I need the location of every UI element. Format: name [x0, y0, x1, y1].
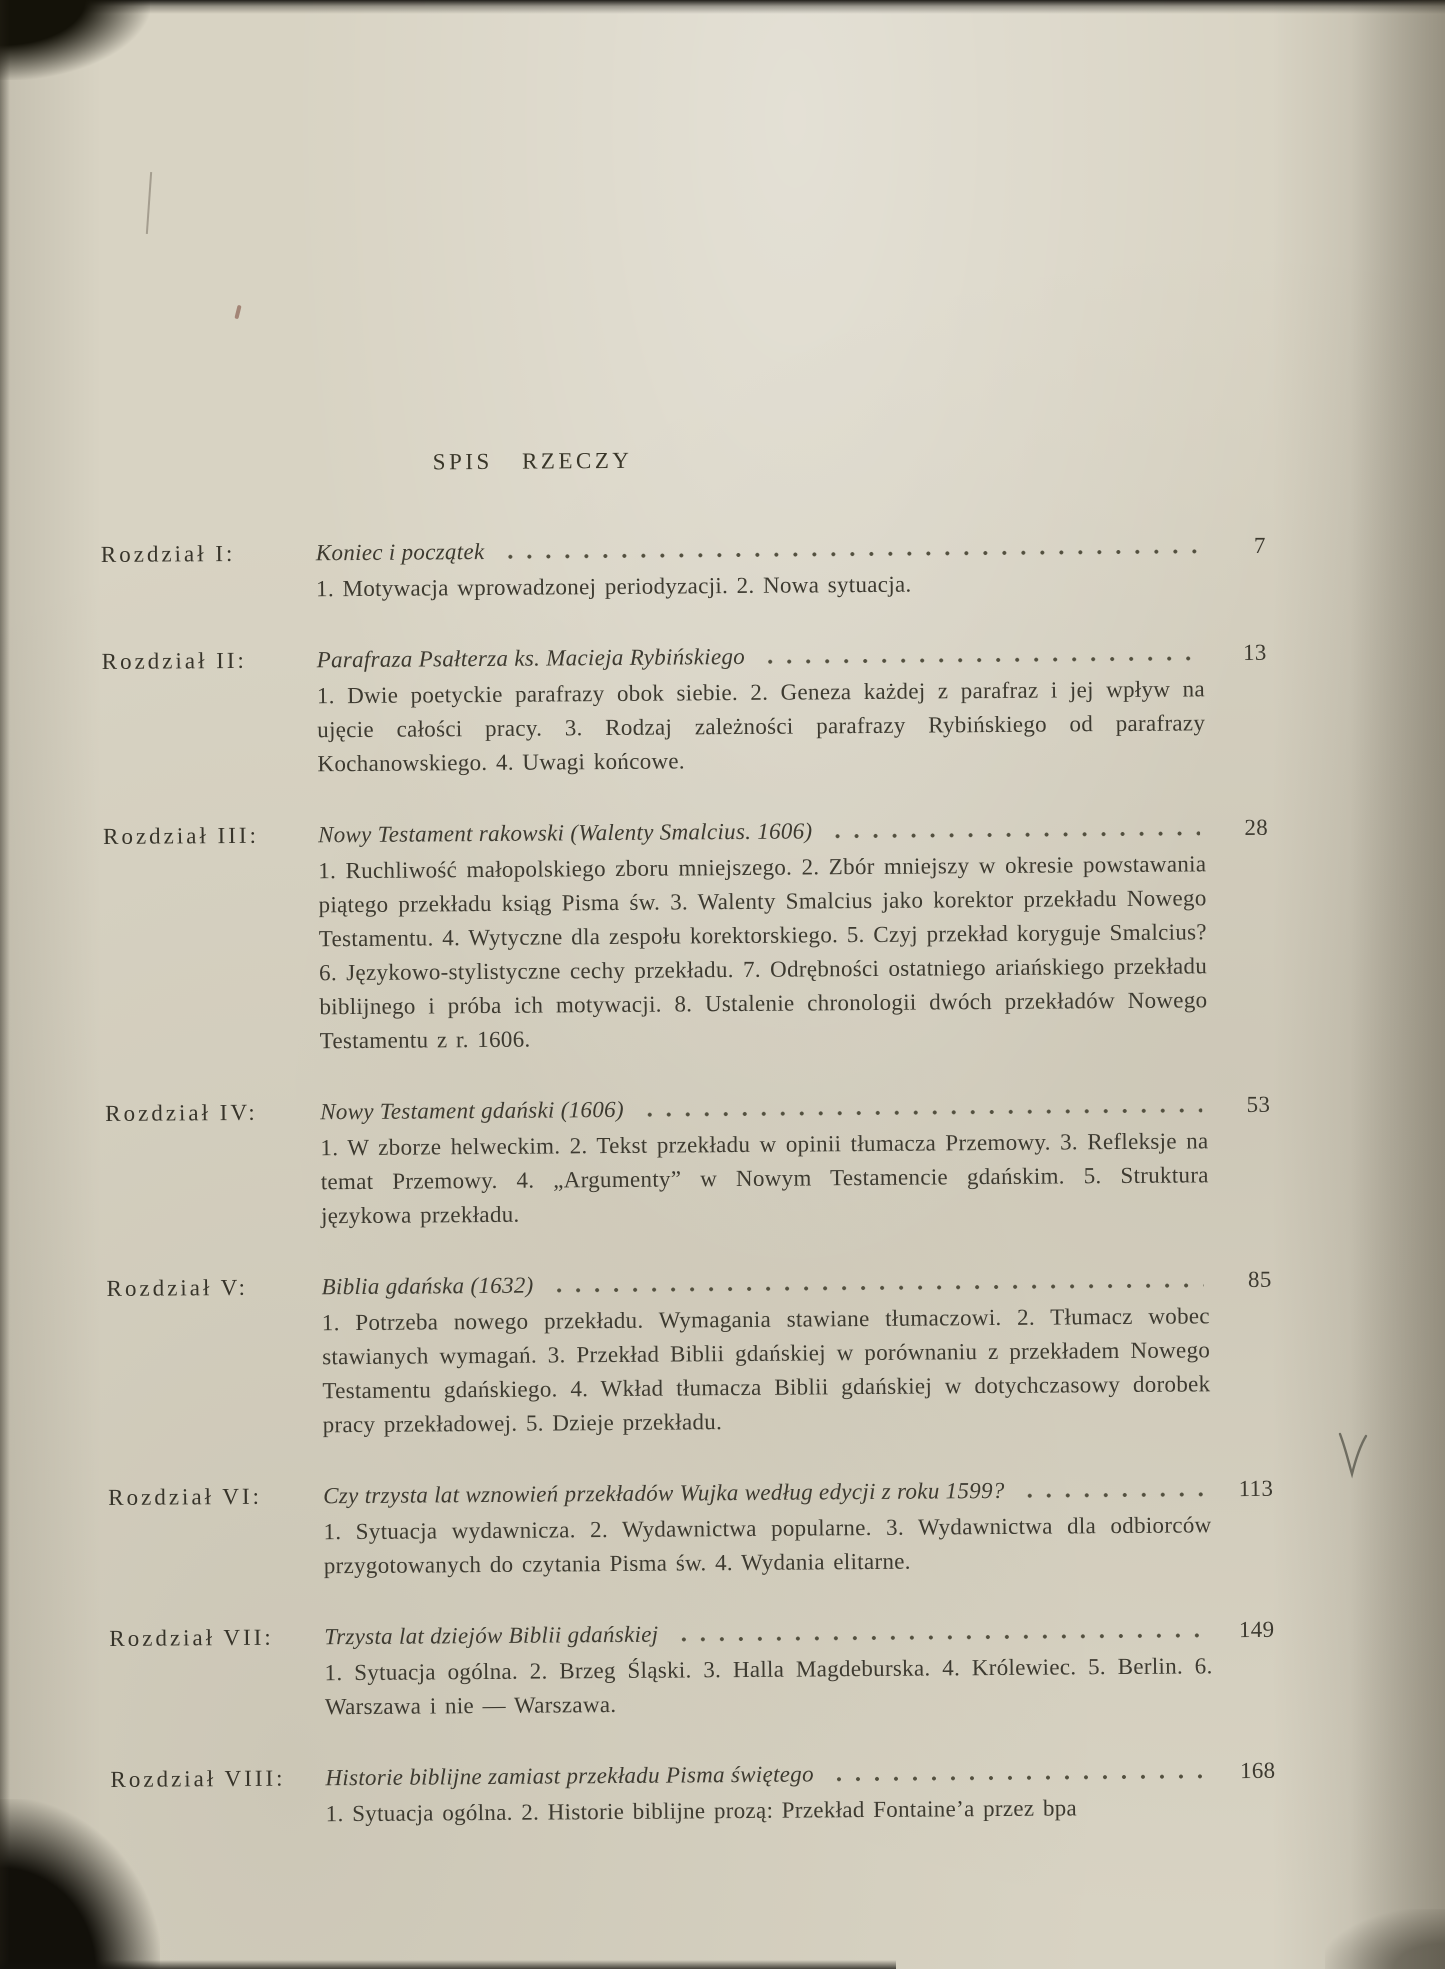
title-line — [318, 811, 1268, 852]
chapter-title: Nowy Testament rakowski (Walenty Smalcius. 1606) — [317, 818, 813, 848]
chapter-label: Rozdział VIII: — [110, 1765, 286, 1792]
dot-leader — [640, 1088, 1203, 1126]
chapter-summary: 1. W zborze helweckim. 2. Tekst przekładu w opinii tłumacza Przemowy. 3. Refleksje na temat Przemowy. 4. „Argumenty” w Nowym Testamencie gdańskim. 5. Struktura językowa przekładu. — [320, 1128, 1209, 1229]
entry-body — [324, 1613, 1275, 1724]
toc-entry — [110, 1754, 1276, 1833]
chapter-title: Nowy Testament gdański (1606) — [320, 1096, 624, 1125]
toc-entry — [103, 811, 1270, 1060]
chapter-label: Rozdział II: — [101, 647, 247, 674]
title-line — [325, 1754, 1275, 1795]
entry-body — [318, 811, 1270, 1058]
toc-page — [100, 439, 1276, 1870]
scan-corner-bottom-right — [1325, 1909, 1445, 1969]
page-number: 28 — [1244, 814, 1269, 841]
chapter-summary: 1. Sytuacja ogólna. 2. Brzeg Śląski. 3. Halla Magdeburska. 4. Królewiec. 5. Berlin. 6. Warszawa i nie — Warszawa. — [324, 1653, 1213, 1720]
scan-edge-bottom — [0, 1960, 896, 1969]
dot-leader — [828, 811, 1200, 848]
title-line — [323, 1472, 1273, 1513]
page-number: 149 — [1238, 1616, 1275, 1643]
scan-edge-top — [0, 0, 1445, 14]
chapter-title: Czy trzysta lat wznowień przekładów Wujka według edycji z roku 1599? — [323, 1477, 1005, 1509]
toc-entry — [105, 1088, 1271, 1235]
dot-leader — [549, 1263, 1203, 1302]
toc-entry — [109, 1613, 1275, 1726]
chapter-summary: 1. Sytuacja ogólna. 2. Historie biblijne prozą: Przekład Fontaine’a przez bpa — [325, 1795, 1078, 1827]
scan-shadow-right — [1350, 0, 1445, 1969]
toc-entry — [101, 529, 1267, 608]
dot-leader — [761, 636, 1199, 673]
page-number: 113 — [1238, 1475, 1274, 1502]
scan-edge-left — [0, 0, 10, 1969]
toc-entry — [108, 1472, 1274, 1585]
chapter-label: Rozdział III: — [102, 822, 260, 849]
chapter-label: Rozdział IV: — [105, 1099, 258, 1126]
entry-body — [323, 1472, 1274, 1583]
chapter-title: Biblia gdańska (1632) — [321, 1272, 534, 1300]
chapter-title: Historie biblijne zamiast przekładu Pisma świętego — [325, 1761, 814, 1791]
chapter-summary: 1. Motywacja wprowadzonej periodyzacji. 2. Nowa sytuacja. — [316, 571, 912, 602]
chapter-label: Rozdział V: — [106, 1274, 249, 1301]
ink-speck — [234, 305, 241, 320]
chapter-label: Rozdział I: — [100, 540, 236, 567]
dot-leader — [500, 529, 1198, 568]
scan-corner-top-left — [0, 0, 150, 80]
scratch-mark — [146, 172, 152, 234]
pen-mark-icon — [1336, 1428, 1370, 1480]
page-number: 168 — [1239, 1757, 1276, 1784]
toc-entry — [102, 636, 1268, 783]
entry-body — [320, 1088, 1271, 1233]
entry-body — [317, 636, 1268, 781]
dot-leader — [830, 1754, 1208, 1791]
dot-leader — [674, 1613, 1206, 1651]
entry-body — [316, 529, 1267, 606]
page-number: 7 — [1253, 532, 1266, 558]
title-line — [324, 1613, 1274, 1654]
chapter-title: Parafraza Psałterza ks. Macieja Rybińskiego — [316, 643, 746, 673]
chapter-title: Koniec i początek — [315, 538, 485, 566]
page-number: 85 — [1247, 1266, 1272, 1293]
chapter-summary: 1. Sytuacja wydawnicza. 2. Wydawnictwa popularne. 3. Wydawnictwa dla odbiorców przygotowanych do czytania Pisma św. 4. Wydania elitarne. — [323, 1512, 1212, 1579]
entry-body — [325, 1754, 1276, 1831]
chapter-title: Trzysta lat dziejów Biblii gdańskiej — [324, 1621, 659, 1650]
page-number: 13 — [1242, 639, 1267, 666]
chapter-label: Rozdział VII: — [109, 1624, 274, 1651]
title-line — [321, 1263, 1271, 1304]
chapter-label: Rozdział VI: — [108, 1483, 263, 1510]
entry-body — [321, 1263, 1272, 1442]
chapter-summary: 1. Ruchliwość małopolskiego zboru mniejszego. 2. Zbór mniejszy w okresie powstawania piątego przekładu ksiąg Pisma św. 3. Walenty Smalcius jako korektor przekładu Nowego Testamentu. 4. Wytyczne dla zespołu korektorskiego. 5. Czyj przekład koryguje Smalcius? 6. Językowo-stylistyczne cechy przekładu. 7. Odrębności ostatniego ariańskiego przekładu biblijnego i próba ich motywacji. 8. Ustalenie chronologii dwóch przekładów Nowego Testamentu z r. 1606. — [318, 851, 1208, 1054]
dot-leader — [1020, 1472, 1205, 1507]
chapter-summary: 1. Potrzeba nowego przekładu. Wymagania stawiane tłumaczowi. 2. Tłumacz wobec stawianych wymagań. 3. Przekład Biblii gdańskiej w porównaniu z przekładem Nowego Testamentu gdańskiego. 4. Wkład tłumacza Biblii gdańskiej w dotychczasowy dorobek pracy przekładowej. 5. Dzieje przekładu. — [321, 1303, 1211, 1438]
page-title: SPIS RZECZY — [432, 447, 633, 475]
title-line — [320, 1088, 1270, 1129]
toc-entry — [106, 1263, 1272, 1444]
chapter-summary: 1. Dwie poetyckie parafrazy obok siebie. 2. Geneza każdej z parafraz i jej wpływ na ujęcie całości pracy. 3. Rodzaj zależności parafrazy Rybińskiego od parafrazy Kochanowskiego. 4. Uwagi końcowe. — [316, 676, 1206, 777]
title-line — [317, 636, 1267, 677]
title-line — [316, 529, 1266, 570]
page-number: 53 — [1246, 1091, 1271, 1118]
